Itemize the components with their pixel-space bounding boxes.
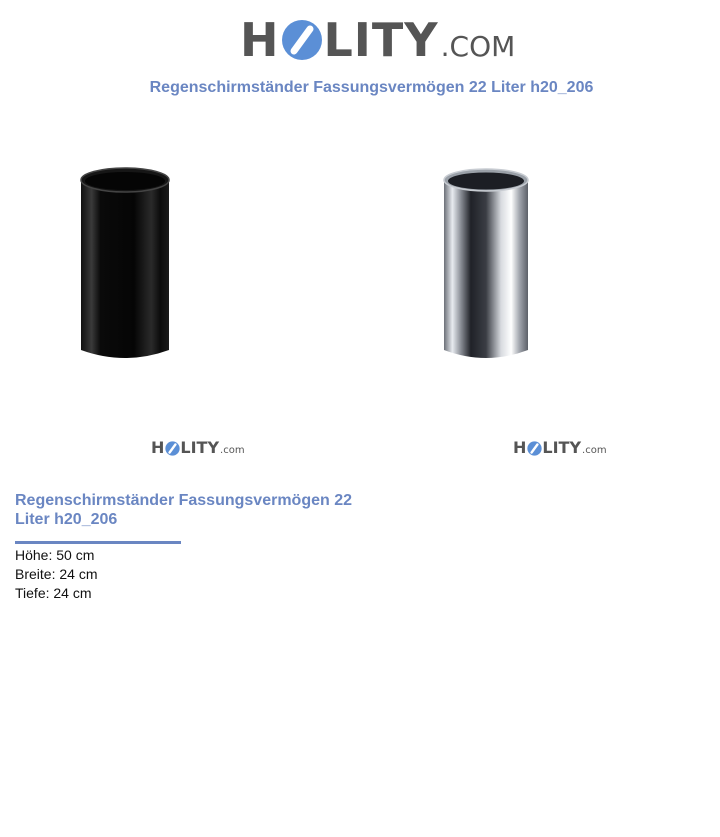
logo-suffix: .com bbox=[582, 444, 607, 456]
title-divider bbox=[15, 541, 181, 544]
spec-width: Breite: 24 cm bbox=[15, 566, 98, 582]
holity-logo-small-left bbox=[151, 438, 245, 458]
spec-height: Höhe: 50 cm bbox=[15, 547, 95, 563]
logo-o-mark-icon bbox=[281, 19, 323, 61]
holity-logo[interactable] bbox=[240, 12, 515, 68]
page-title: Regenschirmständer Fassungsvermögen 22 Liter h20_206 bbox=[149, 79, 594, 96]
product-image-black bbox=[75, 160, 175, 370]
product-details-title: Regenschirmständer Fassungsvermögen 22 Liter h20_206 bbox=[15, 492, 353, 528]
spec-depth: Tiefe: 24 cm bbox=[15, 585, 92, 601]
logo-suffix: .COM bbox=[440, 29, 516, 63]
product-image-chrome bbox=[436, 160, 536, 370]
logo-letters-lity: LITY bbox=[542, 438, 582, 457]
logo-o-mark-icon bbox=[527, 441, 542, 456]
logo-letters-lity: LITY bbox=[180, 438, 220, 457]
logo-letter-h: H bbox=[240, 13, 280, 67]
logo-letter-h: H bbox=[513, 438, 527, 457]
logo-letters-lity: LITY bbox=[323, 13, 439, 67]
logo-o-mark-icon bbox=[165, 441, 180, 456]
holity-logo-small-right bbox=[513, 438, 607, 458]
logo-suffix: .com bbox=[220, 444, 245, 456]
logo-letter-h: H bbox=[151, 438, 165, 457]
product-specs bbox=[15, 546, 97, 603]
